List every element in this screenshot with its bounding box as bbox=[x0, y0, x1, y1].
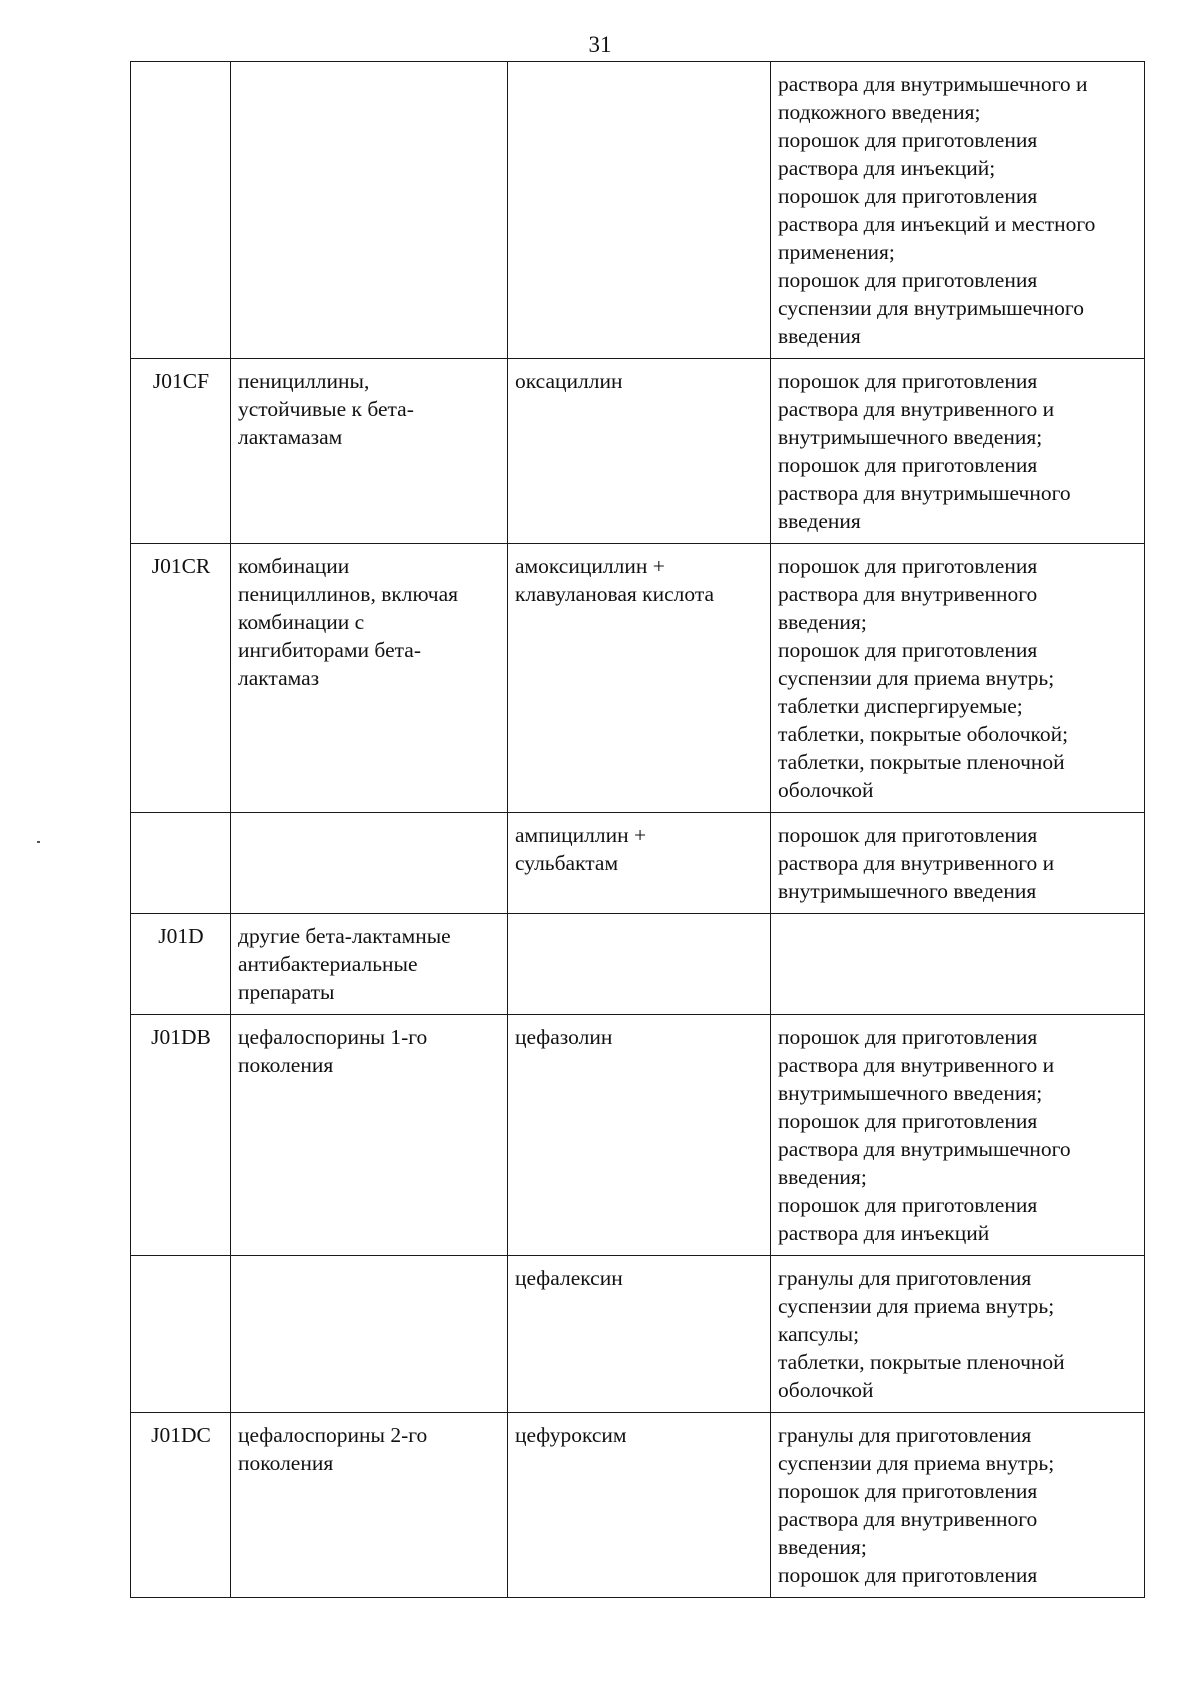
drug-name-line: оксациллин bbox=[515, 369, 623, 393]
atc-group-cell bbox=[231, 1413, 508, 1598]
atc-group-line: лактамазам bbox=[238, 425, 343, 449]
drug-name-line: цефазолин bbox=[515, 1025, 613, 1049]
table-row bbox=[131, 1015, 1145, 1256]
atc-group-line: лактамаз bbox=[238, 666, 320, 690]
table-row bbox=[131, 1256, 1145, 1413]
dosage-form-line: таблетки, покрытые пленочной bbox=[778, 750, 1065, 774]
atc-group-line: устойчивые к бета- bbox=[238, 397, 414, 421]
atc-code-cell bbox=[131, 544, 231, 813]
atc-group-cell bbox=[231, 914, 508, 1015]
atc-group-line: пенициллины, bbox=[238, 369, 370, 393]
atc-group-cell bbox=[231, 62, 508, 359]
dosage-form-line: суспензии для приема внутрь; bbox=[778, 1451, 1055, 1475]
atc-group-line: поколения bbox=[238, 1451, 334, 1475]
dosage-form-line: таблетки, покрытые оболочкой; bbox=[778, 722, 1069, 746]
atc-group-cell bbox=[231, 1015, 508, 1256]
atc-group-line: пенициллинов, включая bbox=[238, 582, 459, 606]
drug-table bbox=[130, 61, 1145, 1598]
dosage-forms-cell bbox=[771, 544, 1145, 813]
dosage-forms-cell bbox=[771, 914, 1145, 1015]
dosage-form-line: порошок для приготовления bbox=[778, 268, 1038, 292]
atc-group-line: другие бета-лактамные bbox=[238, 924, 451, 948]
atc-group-line: комбинации с bbox=[238, 610, 365, 634]
dosage-form-line: раствора для инъекций bbox=[778, 1221, 990, 1245]
dosage-form-line: порошок для приготовления bbox=[778, 1479, 1038, 1503]
table-row bbox=[131, 813, 1145, 914]
dosage-forms-cell bbox=[771, 62, 1145, 359]
atc-code-cell bbox=[131, 1256, 231, 1413]
drug-name-line: ампициллин + bbox=[515, 823, 647, 847]
atc-code-cell bbox=[131, 62, 231, 359]
dosage-form-line: оболочкой bbox=[778, 1378, 874, 1402]
dosage-form-line: суспензии для внутримышечного bbox=[778, 296, 1084, 320]
drug-name-cell bbox=[508, 1413, 771, 1598]
atc-group-line: цефалоспорины 2-го bbox=[238, 1423, 428, 1447]
dosage-form-line: гранулы для приготовления bbox=[778, 1266, 1032, 1290]
atc-code: J01D bbox=[158, 924, 204, 948]
dosage-form-line: суспензии для приема внутрь; bbox=[778, 666, 1055, 690]
drug-name-cell bbox=[508, 359, 771, 544]
dosage-form-line: внутримышечного введения; bbox=[778, 425, 1043, 449]
dosage-form-line: раствора для внутривенного и bbox=[778, 851, 1055, 875]
atc-code: J01DB bbox=[151, 1025, 211, 1049]
atc-code-cell bbox=[131, 1413, 231, 1598]
atc-code-cell bbox=[131, 914, 231, 1015]
dosage-form-line: раствора для инъекций и местного bbox=[778, 212, 1096, 236]
dosage-form-line: раствора для внутримышечного и bbox=[778, 72, 1088, 96]
drug-name-line: цефуроксим bbox=[515, 1423, 627, 1447]
atc-group-line: поколения bbox=[238, 1053, 334, 1077]
atc-group-line: ингибиторами бета- bbox=[238, 638, 421, 662]
atc-code: J01CR bbox=[151, 554, 211, 578]
dosage-forms-cell bbox=[771, 1256, 1145, 1413]
dosage-forms-cell bbox=[771, 1413, 1145, 1598]
table-row bbox=[131, 544, 1145, 813]
dosage-form-line: раствора для внутримышечного bbox=[778, 1137, 1071, 1161]
dosage-form-line: введения bbox=[778, 509, 861, 533]
dosage-form-line: таблетки диспергируемые; bbox=[778, 694, 1023, 718]
dosage-form-line: введения bbox=[778, 324, 861, 348]
table-row bbox=[131, 914, 1145, 1015]
dosage-form-line: раствора для инъекций; bbox=[778, 156, 996, 180]
scan-speck bbox=[37, 841, 40, 843]
drug-name-line: сульбактам bbox=[515, 851, 619, 875]
drug-name-cell bbox=[508, 62, 771, 359]
dosage-form-line: порошок для приготовления bbox=[778, 823, 1038, 847]
dosage-form-line: подкожного введения; bbox=[778, 100, 981, 124]
dosage-form-line: применения; bbox=[778, 240, 895, 264]
page-number: 31 bbox=[588, 32, 612, 57]
atc-group-cell bbox=[231, 813, 508, 914]
table-row bbox=[131, 62, 1145, 359]
table-row bbox=[131, 1413, 1145, 1598]
dosage-form-line: таблетки, покрытые пленочной bbox=[778, 1350, 1065, 1374]
table-body bbox=[131, 62, 1145, 1598]
atc-group-line: антибактериальные bbox=[238, 952, 418, 976]
atc-group-line: препараты bbox=[238, 980, 335, 1004]
dosage-form-line: раствора для внутримышечного bbox=[778, 481, 1071, 505]
atc-code-cell bbox=[131, 1015, 231, 1256]
drug-name-line: клавулановая кислота bbox=[515, 582, 715, 606]
table-row bbox=[131, 359, 1145, 544]
drug-name-line: цефалексин bbox=[515, 1266, 623, 1290]
drug-name-cell bbox=[508, 1015, 771, 1256]
dosage-form-line: порошок для приготовления bbox=[778, 554, 1038, 578]
drug-name-line: амоксициллин + bbox=[515, 554, 665, 578]
dosage-form-line: порошок для приготовления bbox=[778, 1109, 1038, 1133]
dosage-forms-cell bbox=[771, 1015, 1145, 1256]
dosage-form-line: порошок для приготовления bbox=[778, 369, 1038, 393]
dosage-form-line: раствора для внутривенного и bbox=[778, 1053, 1055, 1077]
drug-name-cell bbox=[508, 1256, 771, 1413]
dosage-form-line: порошок для приготовления bbox=[778, 184, 1038, 208]
dosage-form-line: порошок для приготовления bbox=[778, 1025, 1038, 1049]
dosage-form-line: порошок для приготовления bbox=[778, 1563, 1038, 1587]
dosage-form-line: суспензии для приема внутрь; bbox=[778, 1294, 1055, 1318]
dosage-form-line: введения; bbox=[778, 1165, 867, 1189]
atc-group-line: комбинации bbox=[238, 554, 350, 578]
dosage-form-line: порошок для приготовления bbox=[778, 128, 1038, 152]
atc-code: J01DC bbox=[151, 1423, 211, 1447]
dosage-form-line: введения; bbox=[778, 1535, 867, 1559]
dosage-form-line: внутримышечного введения bbox=[778, 879, 1037, 903]
dosage-form-line: внутримышечного введения; bbox=[778, 1081, 1043, 1105]
dosage-form-line: порошок для приготовления bbox=[778, 453, 1038, 477]
drug-name-cell bbox=[508, 813, 771, 914]
dosage-forms-cell bbox=[771, 813, 1145, 914]
dosage-form-line: порошок для приготовления bbox=[778, 1193, 1038, 1217]
atc-group-cell bbox=[231, 359, 508, 544]
dosage-forms-cell bbox=[771, 359, 1145, 544]
atc-code-cell bbox=[131, 813, 231, 914]
atc-group-cell bbox=[231, 1256, 508, 1413]
drug-name-cell bbox=[508, 914, 771, 1015]
dosage-form-line: раствора для внутривенного bbox=[778, 582, 1038, 606]
dosage-form-line: введения; bbox=[778, 610, 867, 634]
dosage-form-line: раствора для внутривенного и bbox=[778, 397, 1055, 421]
atc-code-cell bbox=[131, 359, 231, 544]
dosage-form-line: гранулы для приготовления bbox=[778, 1423, 1032, 1447]
dosage-form-line: капсулы; bbox=[778, 1322, 860, 1346]
dosage-form-line: оболочкой bbox=[778, 778, 874, 802]
dosage-form-line: раствора для внутривенного bbox=[778, 1507, 1038, 1531]
drug-name-cell bbox=[508, 544, 771, 813]
atc-group-cell bbox=[231, 544, 508, 813]
atc-code: J01CF bbox=[152, 369, 210, 393]
atc-group-line: цефалоспорины 1-го bbox=[238, 1025, 428, 1049]
dosage-form-line: порошок для приготовления bbox=[778, 638, 1038, 662]
